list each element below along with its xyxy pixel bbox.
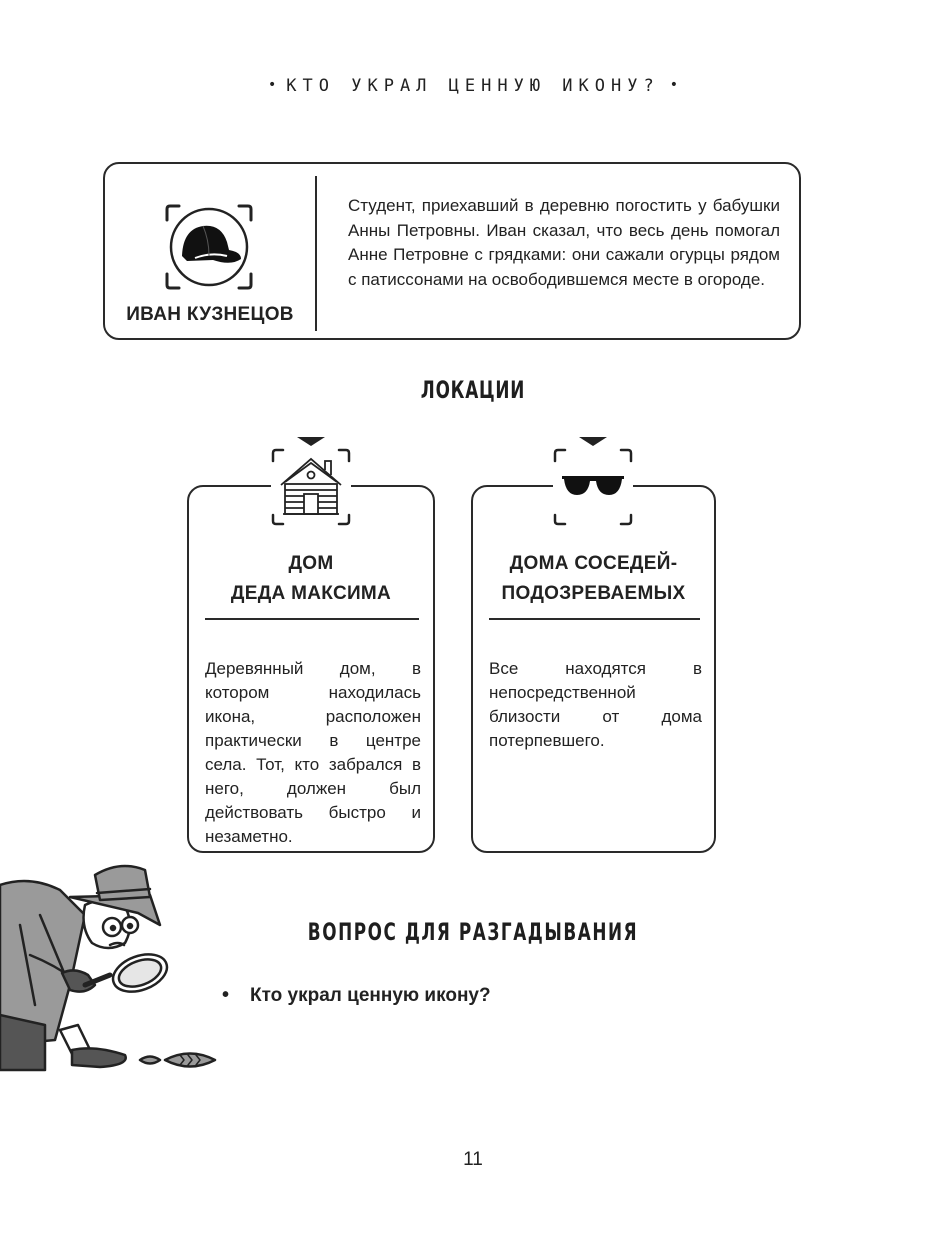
detective-with-magnifier-icon (0, 855, 225, 1080)
log-house-icon (271, 437, 351, 527)
location-description: Деревянный дом, в котором находилась икона, расположен практически в центре села. Тот, кто забрался в него, должен был действовать быстро и незаметно. (205, 659, 421, 846)
running-title: КТО УКРАЛ ЦЕННУЮ ИКОНУ? (286, 76, 660, 96)
baseball-cap-icon (165, 204, 253, 290)
location-card-grandpa-house (187, 485, 435, 853)
suspect-name: ИВАН КУЗНЕЦОВ (126, 304, 294, 325)
card-divider (315, 176, 317, 331)
list-item (222, 985, 491, 1007)
title-rule (205, 618, 419, 620)
location-title-line: ДОМ (288, 553, 334, 574)
location-title-line: ДЕДА МАКСИМА (230, 583, 392, 604)
location-title (473, 549, 714, 609)
header-bullet-right: • (669, 77, 678, 93)
location-description: Все находятся в непосредственной близости от дома потерпевшего. (489, 659, 702, 750)
locations-heading: ЛОКАЦИИ (420, 376, 526, 404)
question-list (222, 985, 491, 1007)
page-number: 11 (463, 1149, 483, 1170)
title-rule (489, 618, 700, 620)
sunglasses-icon (553, 437, 633, 527)
location-title-line: ПОДОЗРЕВАЕМЫХ (501, 583, 686, 604)
location-title-line: ДОМА СОСЕДЕЙ- (509, 553, 678, 574)
location-card-neighbors-houses (471, 485, 716, 853)
question-text: Кто украл ценную икону? (250, 985, 491, 1006)
location-title (189, 549, 433, 609)
question-heading: ВОПРОС ДЛЯ РАЗГАДЫВАНИЯ (307, 918, 639, 946)
list-bullet: • (222, 984, 230, 1006)
header-bullet-left: • (268, 77, 277, 93)
running-header (0, 76, 946, 96)
suspect-description: Студент, приехавший в деревню погостить у бабушки Анны Петровны. Иван сказал, что весь день помогал Анне Петровне с грядками: они сажали огурцы рядом с патиссонами на освободившемся месте в огороде. (348, 196, 780, 289)
suspect-card (103, 162, 801, 340)
